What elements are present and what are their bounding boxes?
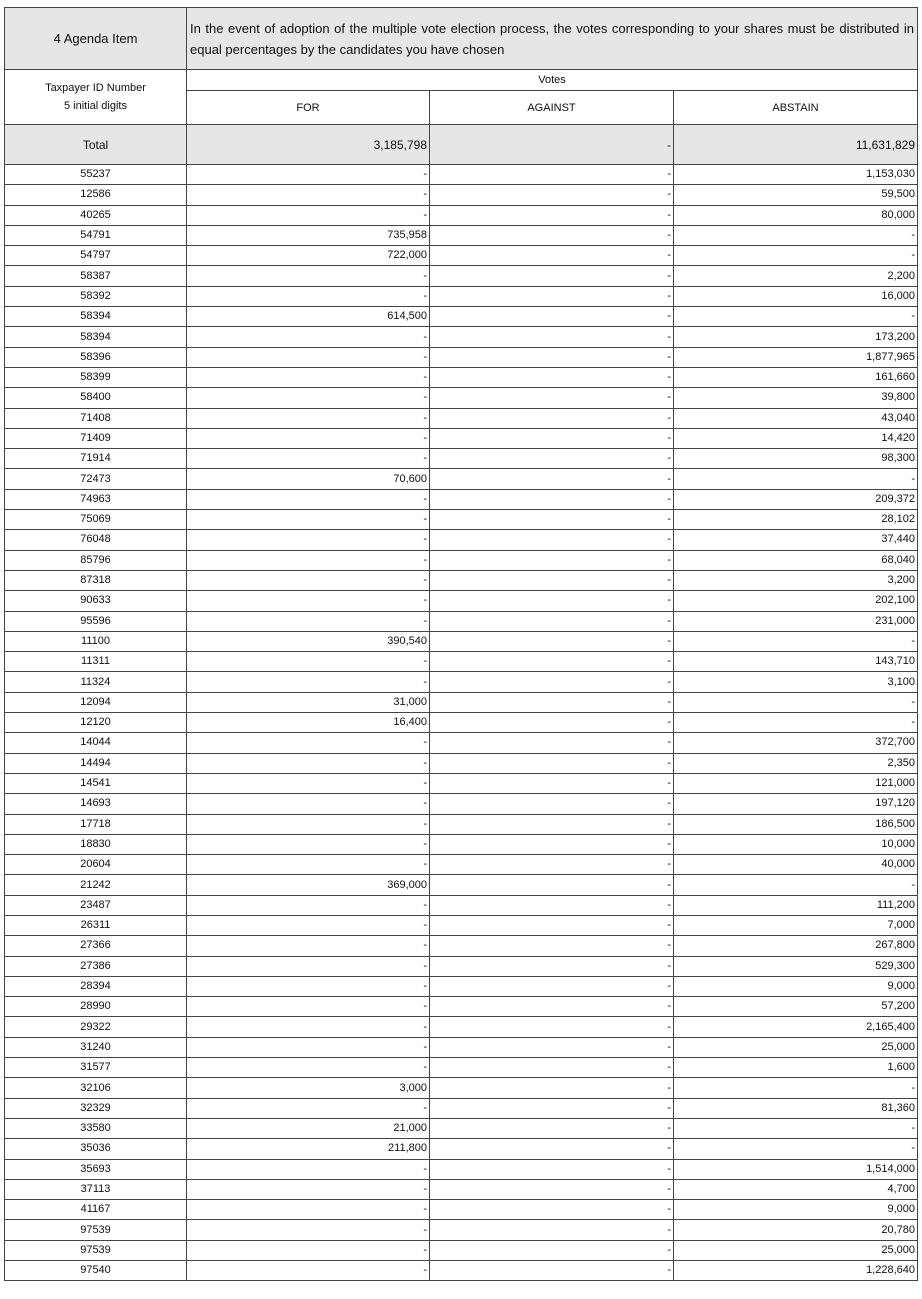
- abstain-cell: -: [674, 1139, 918, 1159]
- table-row: [5, 713, 918, 733]
- against-cell: -: [430, 449, 674, 469]
- against-cell: -: [430, 733, 674, 753]
- abstain-cell: 59,500: [674, 185, 918, 205]
- for-cell: 21,000: [187, 1118, 430, 1138]
- table-row: [5, 976, 918, 996]
- taxpayer-label-line2: 5 initial digits: [64, 100, 127, 112]
- for-cell: -: [187, 834, 430, 854]
- taxpayer-id-cell: 71914: [5, 449, 187, 469]
- abstain-cell: 1,228,640: [674, 1261, 918, 1281]
- for-cell: -: [187, 915, 430, 935]
- table-row: [5, 895, 918, 915]
- for-cell: -: [187, 814, 430, 834]
- taxpayer-id-cell: 11311: [5, 652, 187, 672]
- abstain-cell: 143,710: [674, 652, 918, 672]
- table-row: [5, 165, 918, 185]
- taxpayer-id-cell: 87318: [5, 570, 187, 590]
- for-cell: -: [187, 347, 430, 367]
- abstain-cell: 57,200: [674, 997, 918, 1017]
- for-cell: -: [187, 286, 430, 306]
- abstain-cell: 231,000: [674, 611, 918, 631]
- taxpayer-id-cell: 12586: [5, 185, 187, 205]
- abstain-cell: -: [674, 246, 918, 266]
- taxpayer-id-cell: 20604: [5, 855, 187, 875]
- for-cell: -: [187, 611, 430, 631]
- abstain-cell: 161,660: [674, 367, 918, 387]
- taxpayer-id-cell: 14541: [5, 773, 187, 793]
- abstain-cell: 267,800: [674, 936, 918, 956]
- total-for: 3,185,798: [187, 125, 430, 165]
- table-row: [5, 408, 918, 428]
- table-row: [5, 1200, 918, 1220]
- against-cell: -: [430, 936, 674, 956]
- for-cell: -: [187, 205, 430, 225]
- for-cell: -: [187, 855, 430, 875]
- table-row: [5, 1017, 918, 1037]
- for-cell: -: [187, 1058, 430, 1078]
- against-header: AGAINST: [430, 91, 674, 125]
- table-row: [5, 1098, 918, 1118]
- taxpayer-id-cell: 71409: [5, 428, 187, 448]
- abstain-cell: 20,780: [674, 1220, 918, 1240]
- for-cell: -: [187, 997, 430, 1017]
- table-row: [5, 1037, 918, 1057]
- votes-header-row: [5, 70, 918, 91]
- for-cell: 211,800: [187, 1139, 430, 1159]
- abstain-header: ABSTAIN: [674, 91, 918, 125]
- for-cell: -: [187, 1261, 430, 1281]
- against-cell: -: [430, 550, 674, 570]
- abstain-cell: 2,165,400: [674, 1017, 918, 1037]
- abstain-cell: 16,000: [674, 286, 918, 306]
- abstain-cell: -: [674, 1078, 918, 1098]
- against-cell: -: [430, 408, 674, 428]
- against-cell: -: [430, 510, 674, 530]
- abstain-cell: 9,000: [674, 1200, 918, 1220]
- abstain-cell: -: [674, 631, 918, 651]
- total-abstain: 11,631,829: [674, 125, 918, 165]
- against-cell: -: [430, 1058, 674, 1078]
- for-cell: -: [187, 652, 430, 672]
- against-cell: -: [430, 1261, 674, 1281]
- against-cell: -: [430, 976, 674, 996]
- abstain-cell: 111,200: [674, 895, 918, 915]
- against-cell: -: [430, 185, 674, 205]
- against-cell: -: [430, 246, 674, 266]
- for-cell: -: [187, 449, 430, 469]
- table-row: [5, 834, 918, 854]
- abstain-cell: 81,360: [674, 1098, 918, 1118]
- taxpayer-id-cell: 41167: [5, 1200, 187, 1220]
- against-cell: -: [430, 672, 674, 692]
- against-cell: -: [430, 1240, 674, 1260]
- abstain-cell: 25,000: [674, 1037, 918, 1057]
- abstain-cell: 28,102: [674, 510, 918, 530]
- taxpayer-id-cell: 72473: [5, 469, 187, 489]
- for-cell: 369,000: [187, 875, 430, 895]
- abstain-cell: -: [674, 1118, 918, 1138]
- for-cell: -: [187, 388, 430, 408]
- for-cell: 390,540: [187, 631, 430, 651]
- abstain-cell: 40,000: [674, 855, 918, 875]
- taxpayer-id-cell: 14693: [5, 794, 187, 814]
- taxpayer-id-cell: 85796: [5, 550, 187, 570]
- table-row: [5, 672, 918, 692]
- for-cell: -: [187, 1179, 430, 1199]
- table-row: [5, 286, 918, 306]
- against-cell: -: [430, 834, 674, 854]
- for-cell: -: [187, 165, 430, 185]
- against-cell: -: [430, 1017, 674, 1037]
- for-cell: -: [187, 956, 430, 976]
- table-row: [5, 347, 918, 367]
- against-cell: -: [430, 1159, 674, 1179]
- against-cell: -: [430, 692, 674, 712]
- abstain-cell: 186,500: [674, 814, 918, 834]
- table-row: [5, 530, 918, 550]
- against-cell: -: [430, 895, 674, 915]
- for-cell: -: [187, 733, 430, 753]
- abstain-cell: -: [674, 692, 918, 712]
- for-cell: -: [187, 591, 430, 611]
- for-cell: 735,958: [187, 225, 430, 245]
- abstain-cell: 372,700: [674, 733, 918, 753]
- for-cell: -: [187, 489, 430, 509]
- for-cell: -: [187, 753, 430, 773]
- abstain-cell: -: [674, 875, 918, 895]
- table-row: [5, 1220, 918, 1240]
- against-cell: -: [430, 388, 674, 408]
- against-cell: -: [430, 327, 674, 347]
- table-row: [5, 510, 918, 530]
- against-cell: -: [430, 469, 674, 489]
- for-cell: -: [187, 672, 430, 692]
- for-cell: -: [187, 794, 430, 814]
- against-cell: -: [430, 570, 674, 590]
- taxpayer-id-cell: 32106: [5, 1078, 187, 1098]
- table-row: [5, 1179, 918, 1199]
- for-cell: -: [187, 367, 430, 387]
- table-row: [5, 875, 918, 895]
- against-cell: -: [430, 225, 674, 245]
- abstain-cell: 37,440: [674, 530, 918, 550]
- table-row: [5, 855, 918, 875]
- abstain-cell: 14,420: [674, 428, 918, 448]
- table-row: [5, 307, 918, 327]
- taxpayer-id-cell: 58387: [5, 266, 187, 286]
- table-row: [5, 388, 918, 408]
- taxpayer-id-cell: 14044: [5, 733, 187, 753]
- for-cell: 70,600: [187, 469, 430, 489]
- for-cell: 31,000: [187, 692, 430, 712]
- against-cell: -: [430, 1078, 674, 1098]
- against-cell: -: [430, 1037, 674, 1057]
- abstain-cell: 7,000: [674, 915, 918, 935]
- taxpayer-id-cell: 54791: [5, 225, 187, 245]
- against-cell: -: [430, 1118, 674, 1138]
- taxpayer-id-cell: 11324: [5, 672, 187, 692]
- abstain-cell: -: [674, 469, 918, 489]
- against-cell: -: [430, 956, 674, 976]
- for-cell: -: [187, 976, 430, 996]
- taxpayer-id-cell: 23487: [5, 895, 187, 915]
- against-cell: -: [430, 875, 674, 895]
- against-cell: -: [430, 652, 674, 672]
- taxpayer-id-cell: 58394: [5, 327, 187, 347]
- table-row: [5, 794, 918, 814]
- taxpayer-id-cell: 90633: [5, 591, 187, 611]
- abstain-cell: 1,600: [674, 1058, 918, 1078]
- abstain-cell: 80,000: [674, 205, 918, 225]
- for-cell: -: [187, 185, 430, 205]
- table-row: [5, 753, 918, 773]
- taxpayer-id-cell: 26311: [5, 915, 187, 935]
- agenda-header-row: [5, 8, 918, 70]
- taxpayer-id-cell: 35036: [5, 1139, 187, 1159]
- against-cell: -: [430, 367, 674, 387]
- against-cell: -: [430, 286, 674, 306]
- for-cell: 16,400: [187, 713, 430, 733]
- abstain-cell: 25,000: [674, 1240, 918, 1260]
- abstain-cell: 98,300: [674, 449, 918, 469]
- taxpayer-id-cell: 18830: [5, 834, 187, 854]
- table-row: [5, 489, 918, 509]
- abstain-cell: 2,350: [674, 753, 918, 773]
- abstain-cell: 209,372: [674, 489, 918, 509]
- abstain-cell: -: [674, 713, 918, 733]
- taxpayer-id-cell: 75069: [5, 510, 187, 530]
- table-row: [5, 591, 918, 611]
- abstain-cell: 3,200: [674, 570, 918, 590]
- against-cell: -: [430, 713, 674, 733]
- table-row: [5, 1078, 918, 1098]
- taxpayer-id-cell: 31240: [5, 1037, 187, 1057]
- table-row: [5, 936, 918, 956]
- against-cell: -: [430, 794, 674, 814]
- taxpayer-id-cell: 97540: [5, 1261, 187, 1281]
- taxpayer-id-cell: 58392: [5, 286, 187, 306]
- table-row: [5, 225, 918, 245]
- for-cell: 722,000: [187, 246, 430, 266]
- table-row: [5, 1159, 918, 1179]
- table-row: [5, 1058, 918, 1078]
- against-cell: -: [430, 855, 674, 875]
- table-row: [5, 205, 918, 225]
- for-cell: -: [187, 428, 430, 448]
- against-cell: -: [430, 266, 674, 286]
- for-cell: -: [187, 550, 430, 570]
- against-cell: -: [430, 753, 674, 773]
- against-cell: -: [430, 1179, 674, 1199]
- for-cell: 3,000: [187, 1078, 430, 1098]
- agenda-item-label: 4 Agenda Item: [5, 8, 187, 70]
- abstain-cell: 68,040: [674, 550, 918, 570]
- abstain-cell: 197,120: [674, 794, 918, 814]
- against-cell: -: [430, 205, 674, 225]
- table-row: [5, 550, 918, 570]
- taxpayer-id-cell: 71408: [5, 408, 187, 428]
- taxpayer-label-line1: Taxpayer ID Number: [45, 82, 146, 94]
- table-row: [5, 246, 918, 266]
- for-cell: -: [187, 1037, 430, 1057]
- for-cell: -: [187, 1240, 430, 1260]
- for-cell: -: [187, 1017, 430, 1037]
- against-cell: -: [430, 1220, 674, 1240]
- against-cell: -: [430, 1139, 674, 1159]
- taxpayer-id-cell: 14494: [5, 753, 187, 773]
- against-cell: -: [430, 814, 674, 834]
- for-cell: -: [187, 408, 430, 428]
- taxpayer-id-cell: 12120: [5, 713, 187, 733]
- table-row: [5, 773, 918, 793]
- taxpayer-id-cell: 95596: [5, 611, 187, 631]
- abstain-cell: 4,700: [674, 1179, 918, 1199]
- taxpayer-id-cell: 58396: [5, 347, 187, 367]
- against-cell: -: [430, 307, 674, 327]
- total-against: -: [430, 125, 674, 165]
- table-row: [5, 469, 918, 489]
- abstain-cell: 202,100: [674, 591, 918, 611]
- table-row: [5, 652, 918, 672]
- against-cell: -: [430, 915, 674, 935]
- taxpayer-id-cell: 11100: [5, 631, 187, 651]
- table-row: [5, 449, 918, 469]
- table-row: [5, 1139, 918, 1159]
- abstain-cell: 1,877,965: [674, 347, 918, 367]
- taxpayer-id-cell: 27366: [5, 936, 187, 956]
- abstain-cell: 529,300: [674, 956, 918, 976]
- for-cell: -: [187, 530, 430, 550]
- table-row: [5, 428, 918, 448]
- taxpayer-id-cell: 40265: [5, 205, 187, 225]
- taxpayer-id-header: [5, 70, 187, 125]
- taxpayer-id-cell: 27386: [5, 956, 187, 976]
- abstain-cell: 121,000: [674, 773, 918, 793]
- against-cell: -: [430, 428, 674, 448]
- abstain-cell: 3,100: [674, 672, 918, 692]
- abstain-cell: 1,153,030: [674, 165, 918, 185]
- taxpayer-id-cell: 76048: [5, 530, 187, 550]
- for-cell: -: [187, 266, 430, 286]
- against-cell: -: [430, 347, 674, 367]
- taxpayer-id-cell: 97539: [5, 1240, 187, 1260]
- table-row: [5, 1240, 918, 1260]
- taxpayer-id-cell: 74963: [5, 489, 187, 509]
- against-cell: -: [430, 611, 674, 631]
- agenda-description: In the event of adoption of the multiple vote election process, the votes corresponding to your shares must be distributed in equal percentages by the candidates you have chosen: [187, 8, 918, 70]
- table-row: [5, 570, 918, 590]
- taxpayer-id-cell: 33580: [5, 1118, 187, 1138]
- table-row: [5, 1118, 918, 1138]
- votes-table: [4, 7, 918, 1281]
- table-row: [5, 915, 918, 935]
- taxpayer-id-cell: 37113: [5, 1179, 187, 1199]
- taxpayer-id-cell: 31577: [5, 1058, 187, 1078]
- table-row: [5, 327, 918, 347]
- table-row: [5, 185, 918, 205]
- against-cell: -: [430, 530, 674, 550]
- abstain-cell: -: [674, 307, 918, 327]
- for-cell: 614,500: [187, 307, 430, 327]
- abstain-cell: 39,800: [674, 388, 918, 408]
- total-row: [5, 125, 918, 165]
- for-cell: -: [187, 773, 430, 793]
- table-row: [5, 1261, 918, 1281]
- against-cell: -: [430, 165, 674, 185]
- table-row: [5, 611, 918, 631]
- table-row: [5, 997, 918, 1017]
- table-row: [5, 956, 918, 976]
- taxpayer-id-cell: 28394: [5, 976, 187, 996]
- abstain-cell: 9,000: [674, 976, 918, 996]
- taxpayer-id-cell: 29322: [5, 1017, 187, 1037]
- votes-header: Votes: [187, 70, 918, 91]
- taxpayer-id-cell: 97539: [5, 1220, 187, 1240]
- table-row: [5, 631, 918, 651]
- abstain-cell: 173,200: [674, 327, 918, 347]
- abstain-cell: 43,040: [674, 408, 918, 428]
- against-cell: -: [430, 1200, 674, 1220]
- for-cell: -: [187, 936, 430, 956]
- against-cell: -: [430, 997, 674, 1017]
- taxpayer-id-cell: 12094: [5, 692, 187, 712]
- table-row: [5, 692, 918, 712]
- table-row: [5, 733, 918, 753]
- for-cell: -: [187, 1220, 430, 1240]
- for-cell: -: [187, 510, 430, 530]
- total-label: Total: [5, 125, 187, 165]
- taxpayer-id-cell: 21242: [5, 875, 187, 895]
- for-header: FOR: [187, 91, 430, 125]
- table-row: [5, 814, 918, 834]
- for-cell: -: [187, 1200, 430, 1220]
- table-row: [5, 367, 918, 387]
- taxpayer-id-cell: 17718: [5, 814, 187, 834]
- for-cell: -: [187, 1098, 430, 1118]
- against-cell: -: [430, 1098, 674, 1118]
- for-cell: -: [187, 570, 430, 590]
- abstain-cell: -: [674, 225, 918, 245]
- taxpayer-id-cell: 35693: [5, 1159, 187, 1179]
- taxpayer-id-cell: 28990: [5, 997, 187, 1017]
- for-cell: -: [187, 895, 430, 915]
- against-cell: -: [430, 631, 674, 651]
- against-cell: -: [430, 773, 674, 793]
- for-cell: -: [187, 1159, 430, 1179]
- taxpayer-id-cell: 58394: [5, 307, 187, 327]
- abstain-cell: 10,000: [674, 834, 918, 854]
- taxpayer-id-cell: 55237: [5, 165, 187, 185]
- table-row: [5, 266, 918, 286]
- taxpayer-id-cell: 54797: [5, 246, 187, 266]
- abstain-cell: 2,200: [674, 266, 918, 286]
- for-cell: -: [187, 327, 430, 347]
- abstain-cell: 1,514,000: [674, 1159, 918, 1179]
- taxpayer-id-cell: 58399: [5, 367, 187, 387]
- against-cell: -: [430, 591, 674, 611]
- taxpayer-id-cell: 58400: [5, 388, 187, 408]
- taxpayer-id-cell: 32329: [5, 1098, 187, 1118]
- against-cell: -: [430, 489, 674, 509]
